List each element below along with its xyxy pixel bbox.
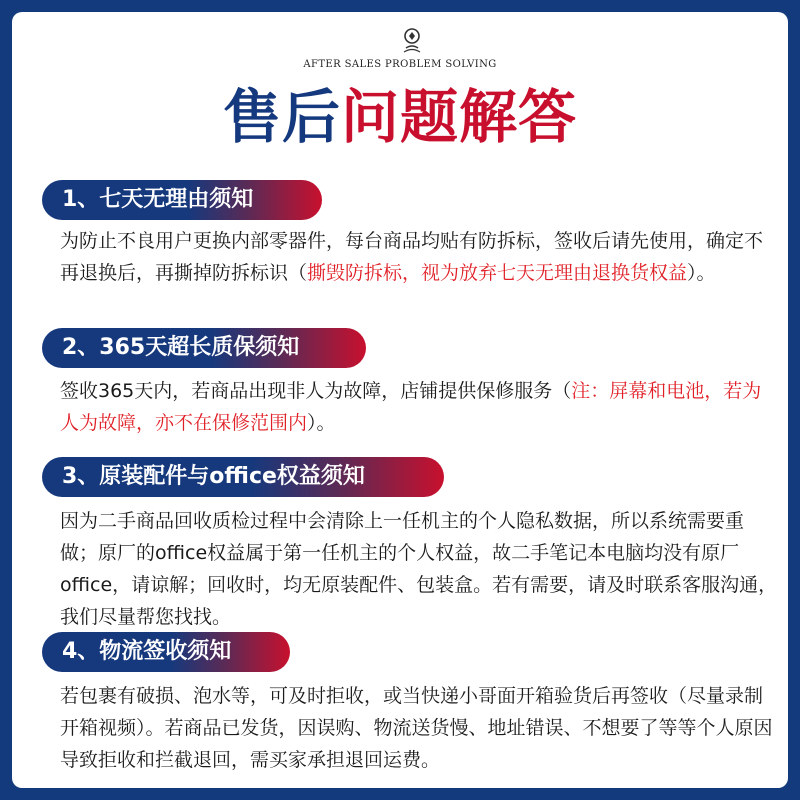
section-text: 签收365天内，若商品出现非人为故障，店铺提供保修服务（ <box>60 380 572 402</box>
section-heading-accessories-office: 3、原装配件与office权益须知 <box>42 457 444 497</box>
section-body-seven-day <box>60 225 780 289</box>
title-part-navy: 售后 <box>222 83 341 151</box>
section-body-warranty <box>60 375 780 439</box>
section-text: 因为二手商品回收质检过程中会清除上一任机主的个人隐私数据，所以系统需要重做；原厂的office权益属于第一任机主的个人权益，故二手笔记本电脑均没有原厂office，请谅解；回收时，均无原装配件、包装盒。若有需要，请及时联系客服沟通，我们尽量帮您找找。 <box>60 510 778 628</box>
content-card <box>12 12 788 788</box>
section-text-end: ）。 <box>687 262 716 284</box>
page-title <box>12 82 788 152</box>
section-text: 若包裹有破损、泡水等，可及时拒收，或当快递小哥面开箱验货后再签收（尽量录制开箱视频）。若商品已发货，因误购、物流送货慢、地址错误、不想要了等等个人原因导致拒收和拦截退回，需买家承担退回运费。 <box>60 685 773 771</box>
page-subtitle: AFTER SALES PROBLEM SOLVING <box>303 59 497 70</box>
section-body-accessories-office <box>60 505 780 633</box>
section-body-logistics <box>60 680 780 776</box>
section-heading-seven-day: 1、七天无理由须知 <box>42 180 322 220</box>
section-heading-logistics: 4、物流签收须知 <box>42 632 290 672</box>
title-part-red: 问题解答 <box>341 83 578 151</box>
section-text-end: ）。 <box>307 412 336 434</box>
section-warning-text: 撕毁防拆标，视为放弃七天无理由退换货权益 <box>307 262 688 284</box>
section-text: 为防止不良用户更换内部零器件，每台商品均贴有防拆标，签收后请先使用，确定不再退换后，再撕掉防拆标识（ <box>60 230 764 284</box>
section-warning-text: 注：屏幕和电池，若为人为故障，亦不在保修范围内 <box>60 380 762 434</box>
brand-logo-icon <box>400 26 424 54</box>
section-heading-warranty: 2、365天超长质保须知 <box>42 328 366 368</box>
